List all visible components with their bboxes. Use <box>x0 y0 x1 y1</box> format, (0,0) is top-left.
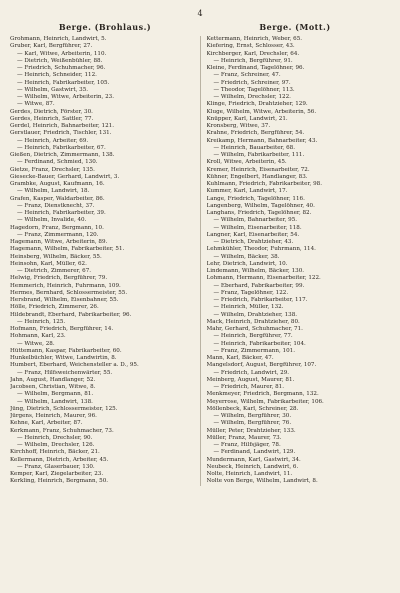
directory-entry: Gerdes, Heinrich, Sattler, 77. <box>10 115 94 122</box>
directory-entry: Knüpper, Karl, Landwirt, 21. <box>206 115 288 122</box>
directory-entry: — Wilhelm, Bergmann, 81. <box>17 391 94 398</box>
directory-entry: Grambke, August, Kaufmann, 16. <box>10 181 105 187</box>
directory-entry: — Wilhelm, Fabrikarbeiter, 111. <box>213 152 305 158</box>
directory-entry: — Franz, Dienstknecht, 37. <box>17 202 95 209</box>
directory-entry: Jüng, Dietrich, Schlossermeister, 125. <box>10 405 118 412</box>
directory-entry: Heinsohn, Karl, Müller, 62. <box>10 260 87 267</box>
directory-entry: — Franz, Schreiner, 47. <box>213 72 281 79</box>
directory-entry: — Franz, Zimmermann, 120. <box>17 231 99 238</box>
directory-entry: Hüttemann, Kaspar, Fabrikarbeiter, 60. <box>10 347 122 354</box>
directory-entry: Kühner, Engelbert, Handlanger, 83. <box>206 173 308 180</box>
directory-entry: — Witwe, 28. <box>17 340 55 347</box>
directory-entry: — Wilhelm, Invalide, 40. <box>17 217 87 224</box>
directory-entry: Grohmann, Heinrich, Landwirt, 5. <box>10 36 107 42</box>
left-column-header: Berge. (Brohlaus.) <box>58 22 152 32</box>
directory-entry: — Heinrich, Drechsler, 90. <box>17 434 93 441</box>
directory-entry: — Heinrich, Fabrikarbeiter, 104. <box>213 340 306 347</box>
directory-entry: — Witwe, 87. <box>17 101 55 108</box>
directory-entry: Gruber, Karl, Bergführer, 27. <box>10 43 93 50</box>
directory-entry: — Franz, Tagelöhner, 122. <box>213 289 289 296</box>
directory-entry: Hagemann, Witwe, Arbeiterin, 89. <box>10 239 108 245</box>
directory-entry: Hermes, Bernhard, Schlossermeister, 55. <box>10 289 128 296</box>
directory-entry: — Friedrich, Schreiner, 97. <box>213 79 291 86</box>
directory-entry: — Heinrich, Fabrikarbeiter, 105. <box>17 79 110 86</box>
directory-entry: Heinsberg, Wilhelm, Bäcker, 55. <box>10 253 102 260</box>
directory-entry: Müller, Peter, Drahtzieher, 133. <box>206 427 296 434</box>
directory-entry: — Ferdinand, Schmied, 130. <box>17 159 98 166</box>
directory-entry: — Wilhelm, Landwirt, 18. <box>17 188 90 195</box>
directory-entry: Kummer, Karl, Landwirt, 17. <box>206 188 288 195</box>
directory-entry: Giesecke-Bauer, Gerhard, Landwirt, 3. <box>10 173 120 180</box>
directory-entry: Gerdes, Dietrich, Förster, 30. <box>10 108 93 115</box>
directory-entry: — Heinrich, Arbeiter, 69. <box>17 137 89 144</box>
directory-entry: Nolte von Berge, Wilhelm, Landwirt, 8. <box>206 478 318 485</box>
directory-entry: Kremer, Heinrich, Eisenarbeiter, 72. <box>206 166 310 173</box>
directory-entry: Nolte, Heinrich, Landwirt, 11. <box>206 471 293 477</box>
directory-entry: Hunkelbüchler, Witwe, Landwirtin, 8. <box>10 355 117 361</box>
directory-entry: — Friedrich, Maurer, 81. <box>213 384 285 390</box>
directory-entry: Humbert, Eberhard, Weichensteller a. D., 95. <box>10 362 139 369</box>
directory-entry: Kreikamp, Hermann, Bahnarbeiter, 43. <box>206 137 318 144</box>
directory-entry: — Wilhelm, Drechsler, 122. <box>213 94 291 100</box>
directory-entry: Hölle, Friedrich, Zimmerer, 26. <box>10 304 99 311</box>
directory-entry: Gießen, Dietrich, Zimmermann, 138. <box>10 152 115 158</box>
directory-entry: Kronsberg, Witwe, 37. <box>206 123 271 129</box>
directory-entry: Gerstlauer, Friedrich, Tischler, 131. <box>10 130 112 137</box>
directory-entry: — Heinrich, Müller, 132. <box>213 304 284 311</box>
directory-entry: — Friedrich, Schuhmacher, 96. <box>17 65 106 71</box>
left-column <box>10 36 200 486</box>
directory-entry: Möllenbeck, Karl, Schreiner, 28. <box>206 405 299 412</box>
directory-entry: Hagedorn, Franz, Bergmann, 10. <box>10 224 104 231</box>
directory-entry: Kellermann, Dietrich, Arbeiter, 45. <box>10 456 109 463</box>
directory-entry: Gerdel, Heinrich, Bahnarbeiter, 121. <box>10 123 114 129</box>
directory-entry: — Wilhelm, Eisenarbeiter, 118. <box>213 224 302 231</box>
directory-entry: Kerkling, Heinrich, Bergmann, 50. <box>10 478 109 485</box>
directory-entry: Hersbrand, Wilhelm, Eisenbahner, 55. <box>10 297 119 303</box>
directory-entry: Kettermann, Heinrich, Weber, 65. <box>206 36 303 42</box>
directory-entry: — Wilhelm, Bäcker, 38. <box>213 253 280 260</box>
directory-entry: — Wilhelm, Drahtzieher, 138. <box>213 311 298 318</box>
directory-entry: Meinberg, August, Maurer, 81. <box>206 376 295 383</box>
directory-entry: — Theodor, Tagelöhner, 113. <box>213 86 295 93</box>
directory-entry: Neubeck, Heinrich, Landwirt, 6. <box>206 463 299 470</box>
directory-entry: — Wilhelm, Landwirt, 138. <box>17 398 93 405</box>
directory-entry: Kirchberger, Karl, Drechsler, 64. <box>206 50 300 57</box>
directory-entry: Helwig, Friedrich, Bergführer, 79. <box>10 275 108 282</box>
directory-entry: Jacobsen, Christian, Witwe, 8. <box>10 384 96 390</box>
directory-entry: Mann, Karl, Bäcker, 47. <box>206 355 274 361</box>
directory-entry: — Wilhelm, Bergführer, 30. <box>213 413 292 419</box>
directory-entry: — Wilhelm, Bergführer, 76. <box>213 420 292 427</box>
columns <box>10 36 390 486</box>
directory-entry: Hemmerich, Heinrich, Fuhrmann, 109. <box>10 282 121 289</box>
directory-entry: — Franz, Glaserbauer, 130. <box>17 463 95 470</box>
directory-entry: Lindemann, Wilhelm, Bäcker, 130. <box>206 268 305 274</box>
directory-entry: — Franz, Hilfsweichenwärter, 55. <box>17 369 113 376</box>
directory-entry: Kluge, Wilhelm, Witwe, Arbeiterin, 56. <box>206 108 317 115</box>
directory-entry: Klinge, Friedrich, Drahtzieher, 129. <box>206 101 308 108</box>
directory-entry: — Wilhelm, Bahnarbeiter, 95. <box>213 217 298 224</box>
directory-entry: — Heinrich, Fabrikarbeiter, 39. <box>17 210 106 216</box>
directory-entry: — Heinrich, Fabrikarbeiter, 67. <box>17 144 106 151</box>
directory-entry: — Friedrich, Landwirt, 29. <box>213 369 290 376</box>
directory-entry: Kuhlmann, Friedrich, Fabrikarbeiter, 98. <box>206 181 322 187</box>
directory-entry: Kiefering, Ernst, Schlosser, 43. <box>206 43 295 50</box>
directory-entry: Hagemann, Wilhelm, Fabrikarbeiter, 51. <box>10 246 125 253</box>
directory-entry: Mangelsdorf, August, Bergführer, 107. <box>206 362 317 369</box>
directory-entry: Kleine, Ferdinand, Tagelöhner, 96. <box>206 65 305 71</box>
directory-entry: — Friedrich, Fabrikarbeiter, 117. <box>213 297 308 303</box>
column-headers <box>10 22 390 32</box>
directory-entry: — Heinrich, Bauarbeiter, 68. <box>213 144 296 151</box>
directory-entry: — Wilhelm, Drechsler, 126. <box>17 442 95 448</box>
directory-entry: Langenberg, Wilhelm, Tagelöhner, 40. <box>206 202 315 209</box>
directory-entry: Gietze, Franz, Drechsler, 135. <box>10 166 95 173</box>
directory-entry: — Wilhelm, Witwe, Arbeiterin, 23. <box>17 94 114 100</box>
right-column-header: Berge. (Mott.) <box>259 22 331 32</box>
directory-entry: Kroll, Witwe, Arbeiterin, 45. <box>206 159 287 166</box>
directory-entry: Mundermann, Karl, Gastwirt, 34. <box>206 456 301 463</box>
directory-entry: — Franz, Hilfsjäger, 78. <box>213 442 281 448</box>
directory-entry: — Eberhard, Fabrikarbeiter, 99. <box>213 282 305 289</box>
directory-entry: — Heinrich, Bergführer, 77. <box>213 333 293 340</box>
directory-entry: Kehne, Karl, Arbeiter, 87. <box>10 420 83 427</box>
directory-entry: Hofmann, Friedrich, Bergführer, 14. <box>10 326 114 332</box>
directory-entry: Mack, Heinrich, Drahtzieher, 80. <box>206 318 300 325</box>
right-column <box>200 36 391 486</box>
page-number: 4 <box>197 9 203 18</box>
directory-entry: — Dietrich, Drahtzieher, 43. <box>213 239 294 245</box>
directory-entry: Kemper, Karl, Ziegelarbeiter, 23. <box>10 471 104 477</box>
directory-entry: — Dietrich, Zimmerer, 67. <box>17 268 92 274</box>
directory-entry: — Heinrich, Schneider, 112. <box>17 72 97 79</box>
directory-entry: Kerkmann, Franz, Schuhmacher, 73. <box>10 427 114 434</box>
directory-entry: — Franz, Zimmermann, 101. <box>213 347 295 354</box>
directory-entry: Lehmkühler, Theodor, Fuhrmann, 114. <box>206 246 316 253</box>
directory-entry: — Dietrich, Weißenbühler, 88. <box>17 57 103 64</box>
directory-entry: Jürgens, Heinrich, Maurer, 96. <box>10 413 97 419</box>
directory-entry: Lange, Friedrich, Tagelöhner, 116. <box>206 195 305 202</box>
directory-entry: Langner, Karl, Eisenarbeiter, 54. <box>206 231 300 238</box>
directory-entry: Lehr, Dietrich, Landwirt, 10. <box>206 260 288 267</box>
directory-entry: — Heinrich, 125. <box>17 318 66 325</box>
directory-entry: Müller, Franz, Maurer, 73. <box>206 434 282 441</box>
directory-entry: Krahne, Friedrich, Bergführer, 54. <box>206 130 305 137</box>
directory-entry: Langhans, Friedrich, Tagelöhner, 82. <box>206 210 312 216</box>
directory-entry: Hohmann, Karl, 23. <box>10 333 66 340</box>
directory-entry: — Heinrich, Bergführer, 91. <box>213 57 293 64</box>
directory-entry: Lohmann, Hermann, Eisenarbeiter, 122. <box>206 275 321 282</box>
directory-entry: Grafen, Kasper, Waldarbeiter, 86. <box>10 195 105 202</box>
directory-entry: Jahn, August, Handlanger, 52. <box>10 376 96 383</box>
directory-entry: — Karl, Witwe, Arbeiterin, 110. <box>17 50 107 57</box>
directory-entry: Kirchhoff, Heinrich, Bäcker, 21. <box>10 449 100 456</box>
directory-entry: — Wilhelm, Gastwirt, 35. <box>17 86 89 93</box>
directory-entry: Menkmeyer, Friedrich, Bergmann, 132. <box>206 391 319 398</box>
directory-entry: Meyerrose, Wilhelm, Fabrikarbeiter, 106. <box>206 398 324 405</box>
directory-entry: Mahr, Gerhard, Schuhmacher, 71. <box>206 326 303 332</box>
directory-entry: Hildebrandt, Eberhard, Fabrikarbeiter, 96. <box>10 311 132 318</box>
directory-entry: — Ferdinand, Landwirt, 129. <box>213 449 296 456</box>
